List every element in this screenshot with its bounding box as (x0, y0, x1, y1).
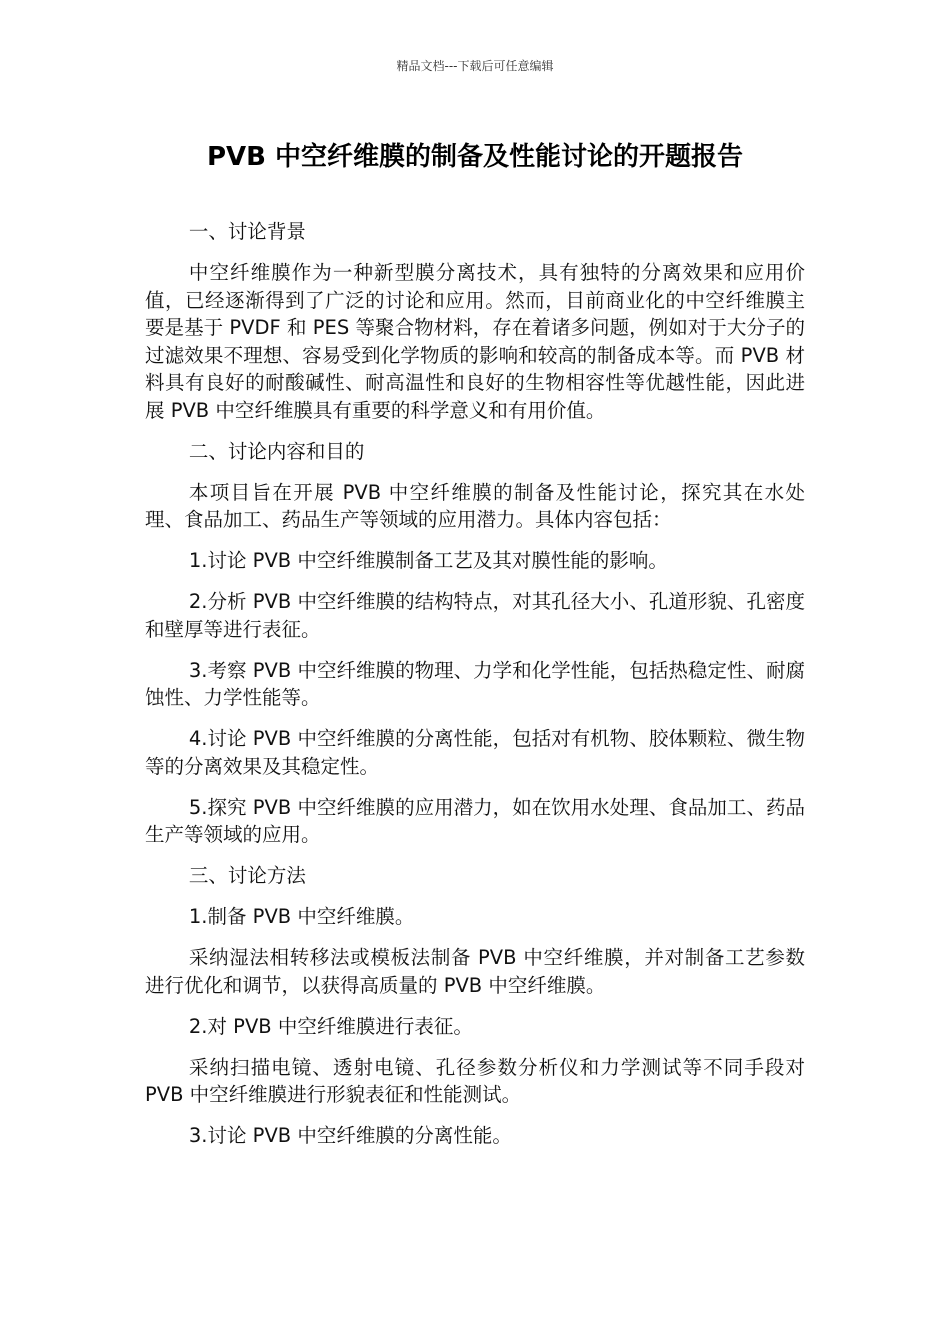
section-heading-background: 一、讨论背景 (188, 220, 306, 243)
header-note: 精品文档---下载后可任意编辑 (396, 59, 554, 73)
section-heading-methods: 三、讨论方法 (188, 864, 306, 887)
paragraph-background: 中空纤维膜作为一种新型膜分离技术，具有独特的分离效果和应用价值，已经逐渐得到了广泛的讨论和应用。然而，目前商业化的中空纤维膜主要是基于 PVDF 和 PES 等聚合物材料，存在着诸多问题，例如对于大分子的过滤效果不理想、容易受到化学物质的影响和较高的制备成本等。而 PVB 材料具有良好的耐酸碱性、耐高温性和良好的生物相容性等优越性能，因此进展 PVB 中空纤维膜具有重要的科学意义和有用价值。 (145, 261, 805, 422)
list-item-content-2: 2.分析 PVB 中空纤维膜的结构特点，对其孔径大小、孔道形貌、孔密度和壁厚等进行表征。 (145, 590, 805, 641)
list-item-content-5: 5.探究 PVB 中空纤维膜的应用潜力，如在饮用水处理、食品加工、药品生产等领域的应用。 (145, 795, 805, 846)
list-item-content-1: 1.讨论 PVB 中空纤维膜制备工艺及其对膜性能的影响。 (188, 549, 668, 572)
list-item-content-3: 3.考察 PVB 中空纤维膜的物理、力学和化学性能，包括热稳定性、耐腐蚀性、力学性能等。 (145, 658, 805, 709)
method-step-1-detail: 采纳湿法相转移法或模板法制备 PVB 中空纤维膜，并对制备工艺参数进行优化和调节，以获得高质量的 PVB 中空纤维膜。 (145, 946, 805, 997)
method-step-1: 1.制备 PVB 中空纤维膜。 (188, 905, 415, 928)
document-body (145, 218, 805, 1163)
method-step-2-detail: 采纳扫描电镜、透射电镜、孔径参数分析仪和力学测试等不同手段对 PVB 中空纤维膜进行形貌表征和性能测试。 (145, 1055, 805, 1106)
list-item-content-4: 4.讨论 PVB 中空纤维膜的分离性能，包括对有机物、胶体颗粒、微生物等的分离效果及其稳定性。 (145, 727, 805, 778)
paragraph-content-intro: 本项目旨在开展 PVB 中空纤维膜的制备及性能讨论，探究其在水处理、食品加工、药品生产等领域的应用潜力。具体内容包括： (145, 480, 805, 531)
method-step-2: 2.对 PVB 中空纤维膜进行表征。 (188, 1014, 473, 1038)
method-step-3: 3.讨论 PVB 中空纤维膜的分离性能。 (188, 1124, 512, 1147)
section-heading-content: 二、讨论内容和目的 (188, 439, 365, 463)
document-title: PVB 中空纤维膜的制备及性能讨论的开题报告 (206, 142, 744, 172)
